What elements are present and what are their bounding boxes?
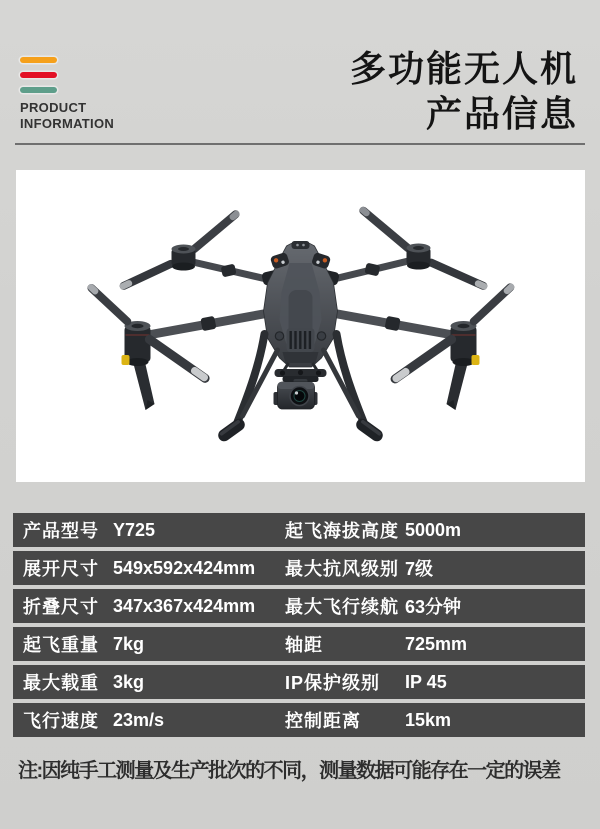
spec-row: [13, 627, 585, 661]
spec-value-left: Y725: [113, 519, 156, 540]
logo-caption: [20, 100, 114, 132]
spec-label-right: 最大抗风级别: [285, 559, 399, 579]
logo-bar-red: [20, 72, 57, 78]
brand-logo: [20, 57, 57, 102]
logo-caption-line2: INFORMATION: [20, 116, 115, 131]
spec-value-left: 549x592x424mm: [113, 557, 256, 578]
logo-bar-orange: [20, 57, 57, 63]
logo-bar-teal: [20, 87, 57, 93]
spec-value-right: 725mm: [405, 633, 468, 654]
spec-label-left: 飞行速度: [23, 711, 99, 731]
quadcopter-drone-image: [16, 170, 585, 482]
spec-value-right: IP 45: [405, 671, 447, 692]
page-title-line1: 多功能无人机: [349, 48, 578, 89]
measurement-note: 注:因纯手工测量及生产批次的不同，测量数据可能存在一定的误差: [18, 760, 560, 782]
spec-value-left: 3kg: [113, 671, 145, 692]
spec-row: [13, 665, 585, 699]
spec-label-right: 轴距: [285, 635, 323, 655]
spec-row: [13, 589, 585, 623]
spec-label-right: IP保护级别: [285, 673, 381, 693]
logo-caption-line1: PRODUCT: [20, 100, 87, 115]
spec-value-left: 347x367x424mm: [113, 595, 256, 616]
page-title: [350, 46, 578, 136]
spec-value-right: 7级: [405, 559, 434, 579]
page-title-line2: 产品信息: [425, 93, 578, 134]
spec-label-left: 起飞重量: [23, 635, 99, 655]
spec-value-right: 15km: [405, 709, 452, 730]
spec-label-left: 最大载重: [23, 673, 99, 693]
spec-value-left: 7kg: [113, 633, 145, 654]
spec-label-right: 起飞海拔高度: [285, 521, 399, 541]
spec-value-right: 63分钟: [405, 597, 462, 617]
header-divider: [15, 143, 585, 145]
spec-label-right: 最大飞行续航: [285, 597, 399, 617]
spec-value-right: 5000m: [405, 519, 462, 540]
spec-label-left: 折叠尺寸: [23, 597, 99, 617]
spec-label-left: 产品型号: [23, 521, 99, 541]
spec-label-left: 展开尺寸: [23, 559, 99, 579]
spec-value-left: 23m/s: [113, 709, 165, 730]
spec-label-right: 控制距离: [285, 711, 361, 731]
spec-row: [13, 551, 585, 585]
spec-row: [13, 513, 585, 547]
spec-row: [13, 703, 585, 737]
spec-table: [13, 513, 585, 741]
product-image-card: [16, 170, 585, 482]
